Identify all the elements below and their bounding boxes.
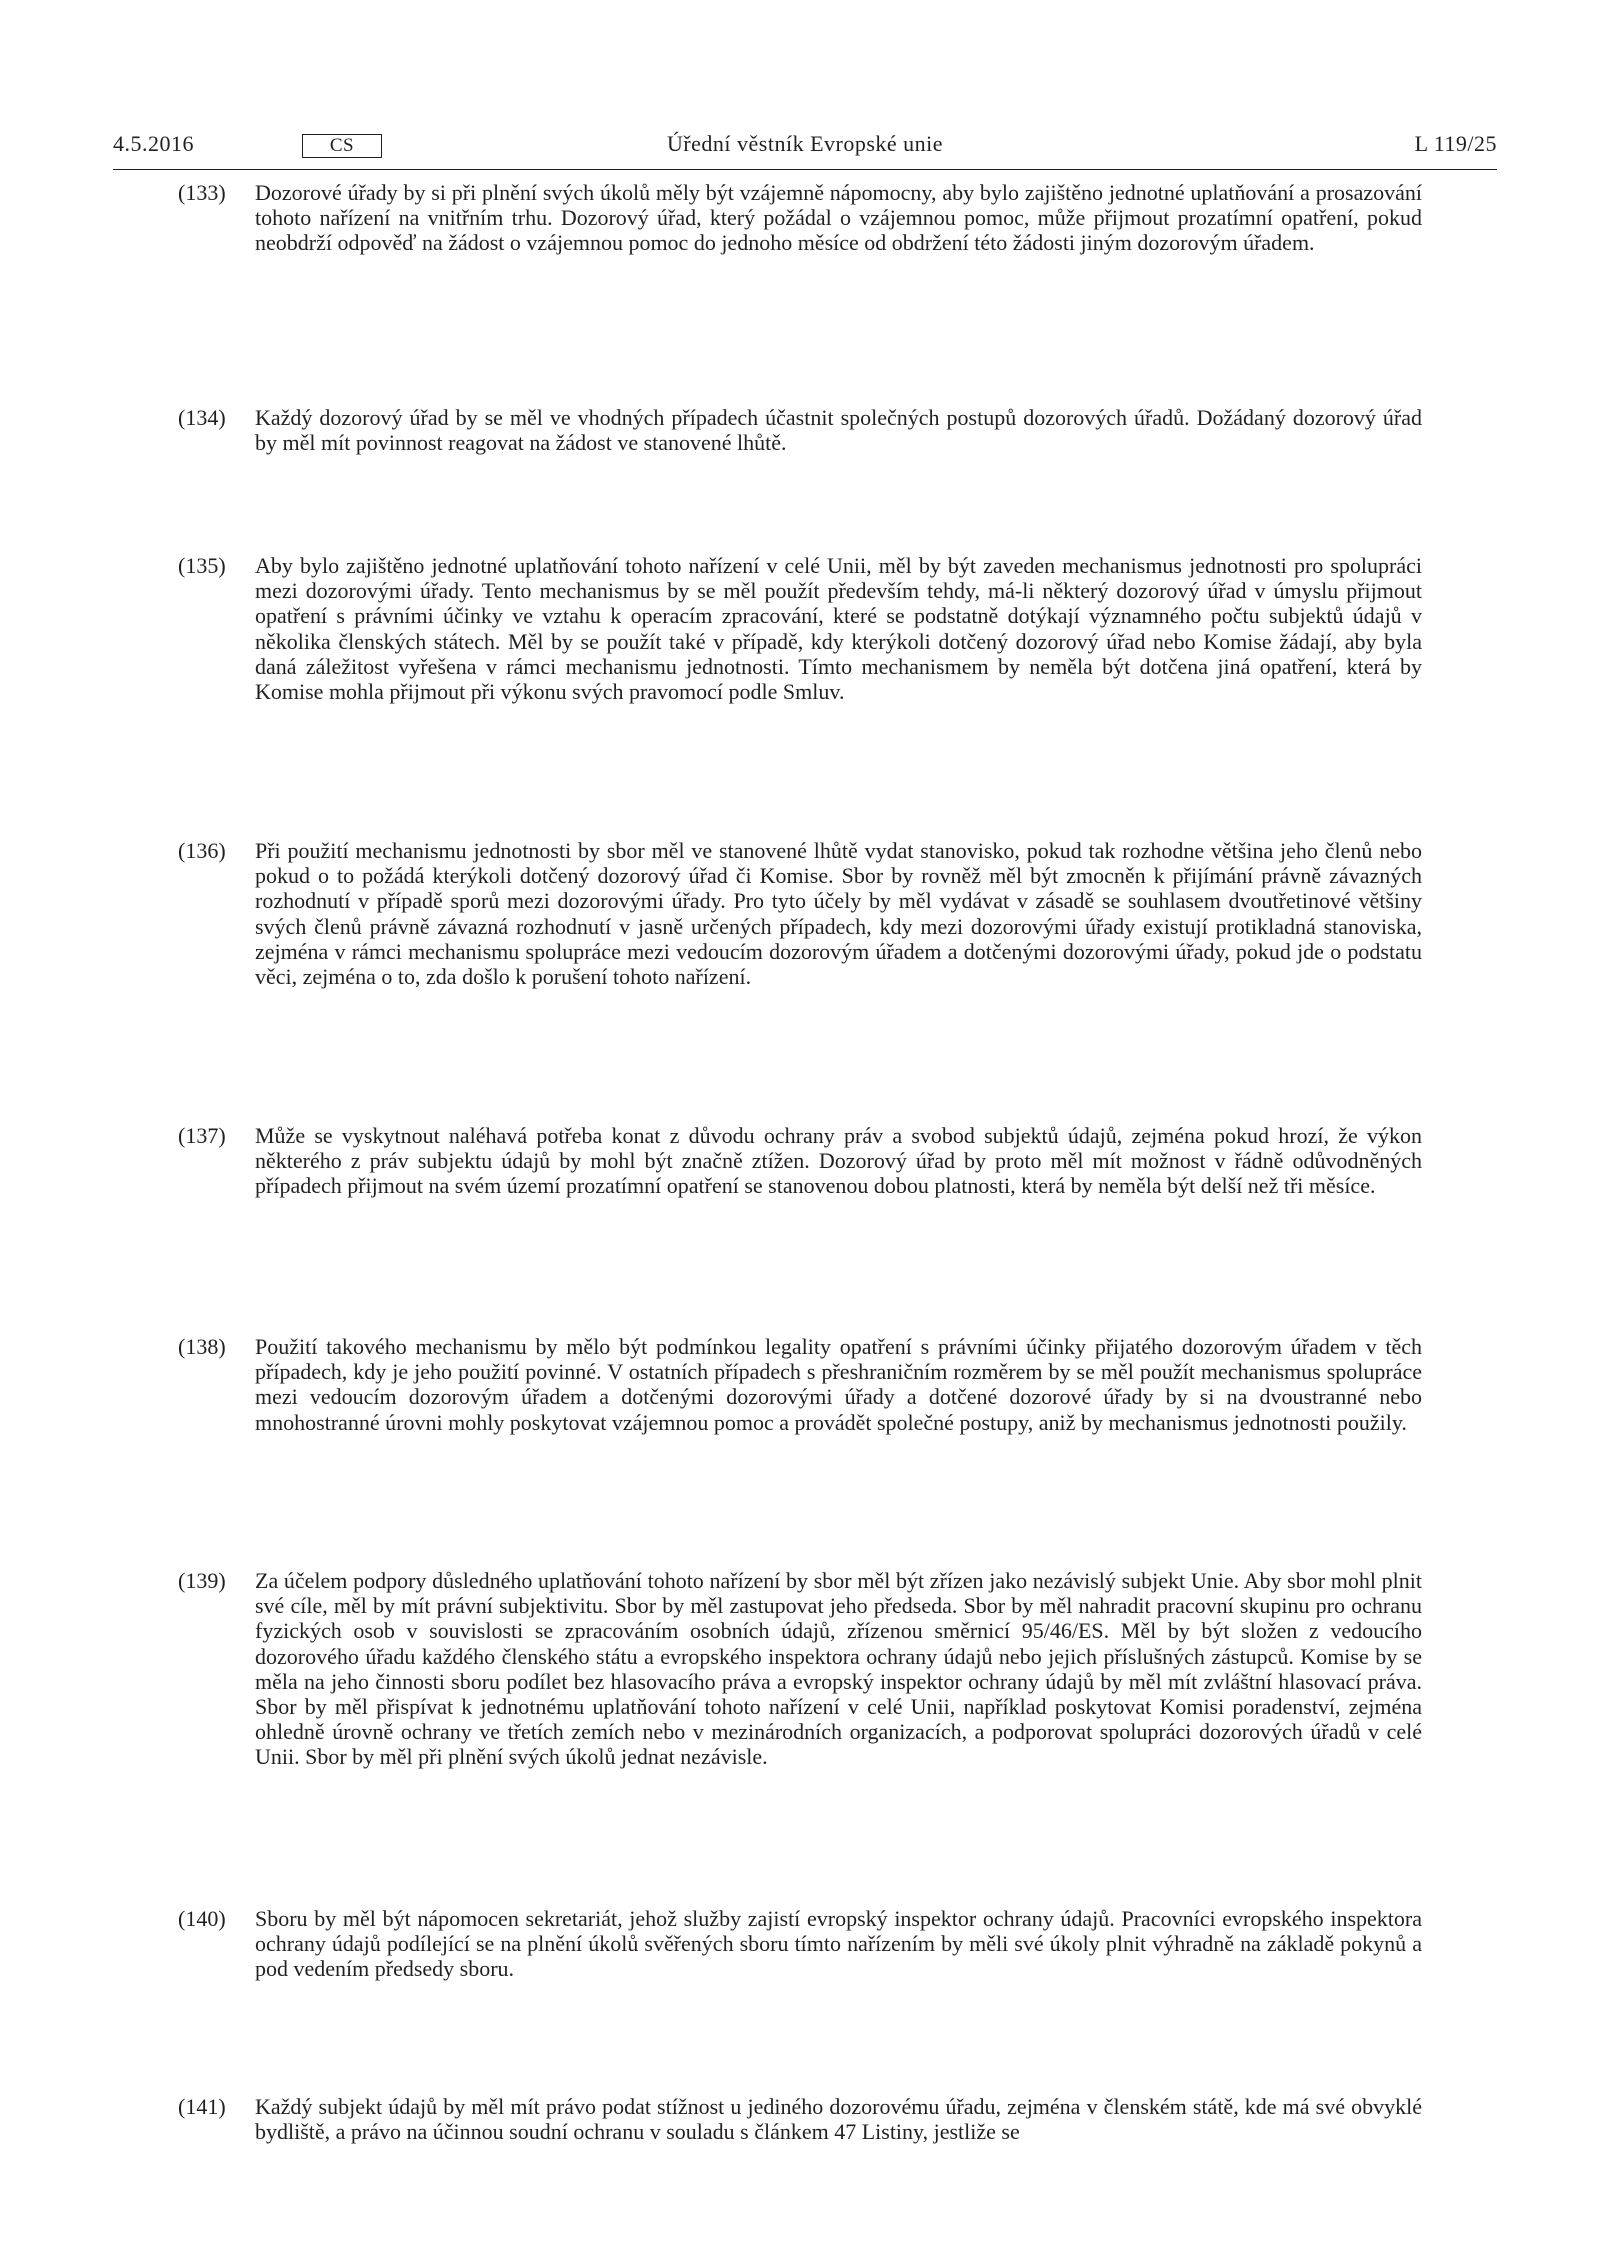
recital-text: Může se vyskytnout naléhavá potřeba konat z důvodu ochrany práv a svobod subjektů údajů, zejména pokud hrozí, že výkon některého z práv subjektu údajů by mohl být značně ztížen. Dozorový úřad by proto měl mít možnost v řádně odůvodněných případech přijmout na svém území prozatímní opatření se stanovenou dobou platnosti, která by neměla být delší než tři měsíce.	[255, 1123, 1422, 1199]
recital-number: (141)	[178, 2094, 226, 2119]
recital-number: (135)	[178, 553, 226, 578]
recital-138	[180, 1334, 1422, 1435]
language-code-box: CS	[302, 134, 382, 158]
recital-text: Sboru by měl být nápomocen sekretariát, jehož služby zajistí evropský inspektor ochrany údajů. Pracovníci evropského inspektora ochrany údajů podílející se na plnění úkolů svěřených sboru tímto nařízením by měli své úkoly plnit výhradně na základě pokynů a pod vedením předsedy sboru.	[255, 1906, 1422, 1982]
recital-140	[180, 1906, 1422, 1982]
recital-number: (133)	[178, 180, 226, 205]
recital-text: Při použití mechanismu jednotnosti by sbor měl ve stanovené lhůtě vydat stanovisko, pokud tak rozhodne většina jeho členů nebo pokud o to požádá kterýkoli dotčený dozorový úřad či Komise. Sbor by rovněž měl být zmocněn k přijímání právně závazných rozhodnutí v případě sporů mezi dozorovými úřady. Pro tyto účely by měl vydávat v zásadě se souhlasem dvoutřetinové většiny svých členů právně závazná rozhodnutí v jasně určených případech, kdy mezi dozorovými úřady existují protikladná stanoviska, zejména v rámci mechanismu spolupráce mezi vedoucím dozorovým úřadem a dotčenými dozorovými úřady, pokud jde o podstatu věci, zejména o to, zda došlo k porušení tohoto nařízení.	[255, 838, 1422, 990]
recital-133	[180, 180, 1422, 256]
recital-text: Použití takového mechanismu by mělo být podmínkou legality opatření s právními účinky přijatého dozorovým úřadem v těch případech, kdy je jeho použití povinné. V ostatních případech s přeshraničním rozměrem by se měl použít mechanismus spolupráce mezi vedoucím dozorovým úřadem a dotčenými dozorovými úřady a dotčené dozorové úřady by si na dvoustranné nebo mnohostranné úrovni mohly poskytovat vzájemnou pomoc a provádět společné postupy, aniž by mechanismus jednotnosti použily.	[255, 1334, 1422, 1435]
page-header	[113, 131, 1497, 165]
recital-139	[180, 1568, 1422, 1770]
page-reference: L 119/25	[1414, 131, 1497, 156]
recital-number: (140)	[178, 1906, 226, 1931]
journal-title: Úřední věstník Evropské unie	[666, 131, 944, 156]
recital-text: Aby bylo zajištěno jednotné uplatňování tohoto nařízení v celé Unii, měl by být zaveden mechanismus jednotnosti pro spolupráci mezi dozorovými úřady. Tento mechanismus by se měl použít především tehdy, má-li některý dozorový úřad v úmyslu přijmout opatření s právními účinky ve vztahu k operacím zpracování, které se podstatně dotýkají významného počtu subjektů údajů v několika členských státech. Měl by se použít také v případě, kdy kterýkoli dotčený dozorový úřad nebo Komise žádají, aby byla daná záležitost vyřešena v rámci mechanismu jednotnosti. Tímto mechanismem by neměla být dotčena jiná opatření, která by Komise mohla přijmout při výkonu svých pravomocí podle Smluv.	[255, 553, 1422, 705]
recital-137	[180, 1123, 1422, 1199]
recital-136	[180, 838, 1422, 989]
recital-135	[180, 553, 1422, 704]
recital-number: (139)	[178, 1568, 226, 1593]
recital-number: (134)	[178, 405, 226, 430]
recital-text: Za účelem podpory důsledného uplatňování tohoto nařízení by sbor měl být zřízen jako nezávislý subjekt Unie. Aby sbor mohl plnit své cíle, měl by mít právní subjektivitu. Sbor by měl zastupovat jeho předseda. Sbor by měl nahradit pracovní skupinu pro ochranu fyzických osob v souvislosti se zpracováním osobních údajů, zřízenou směrnicí 95/46/ES. Měl by být složen z vedoucího dozorového úřadu každého členského státu a evropského inspektora ochrany údajů nebo jejich příslušných zástupců. Komise by se měla na jeho činnosti sboru podílet bez hlasovacího práva a evropský inspektor ochrany údajů by měl mít zvláštní hlasovací práva. Sbor by měl přispívat k jednotnému uplatňování tohoto nařízení v celé Unii, například poskytovat Komisi poradenství, zejména ohledně úrovně ochrany ve třetích zemích nebo v mezinárodních organizacích, a podporovat spolupráci dozorových úřadů v celé Unii. Sbor by měl při plnění svých úkolů jednat nezávisle.	[255, 1568, 1422, 1770]
recital-number: (137)	[178, 1123, 226, 1148]
recital-text: Každý subjekt údajů by měl mít právo podat stížnost u jediného dozorovému úřadu, zejména v členském státě, kde má své obvyklé bydliště, a právo na účinnou soudní ochranu v souladu s článkem 47 Listiny, jestliže se	[255, 2094, 1422, 2145]
recital-number: (138)	[178, 1334, 226, 1359]
recital-134	[180, 405, 1422, 455]
recital-text: Každý dozorový úřad by se měl ve vhodných případech účastnit společných postupů dozorových úřadů. Dožádaný dozorový úřad by měl mít povinnost reagovat na žádost ve stanovené lhůtě.	[255, 405, 1422, 456]
recital-141	[180, 2094, 1422, 2144]
recital-text: Dozorové úřady by si při plnění svých úkolů měly být vzájemně nápomocny, aby bylo zajištěno jednotné uplatňování a prosazování tohoto nařízení na vnitřním trhu. Dozorový úřad, který požádal o vzájemnou pomoc, může přijmout prozatímní opatření, pokud neobdrží odpověď na žádost o vzájemnou pomoc do jednoho měsíce od obdržení této žádosti jiným dozorovým úřadem.	[255, 180, 1422, 256]
recital-number: (136)	[178, 838, 226, 863]
header-rule	[113, 169, 1497, 170]
publication-date: 4.5.2016	[113, 131, 194, 156]
